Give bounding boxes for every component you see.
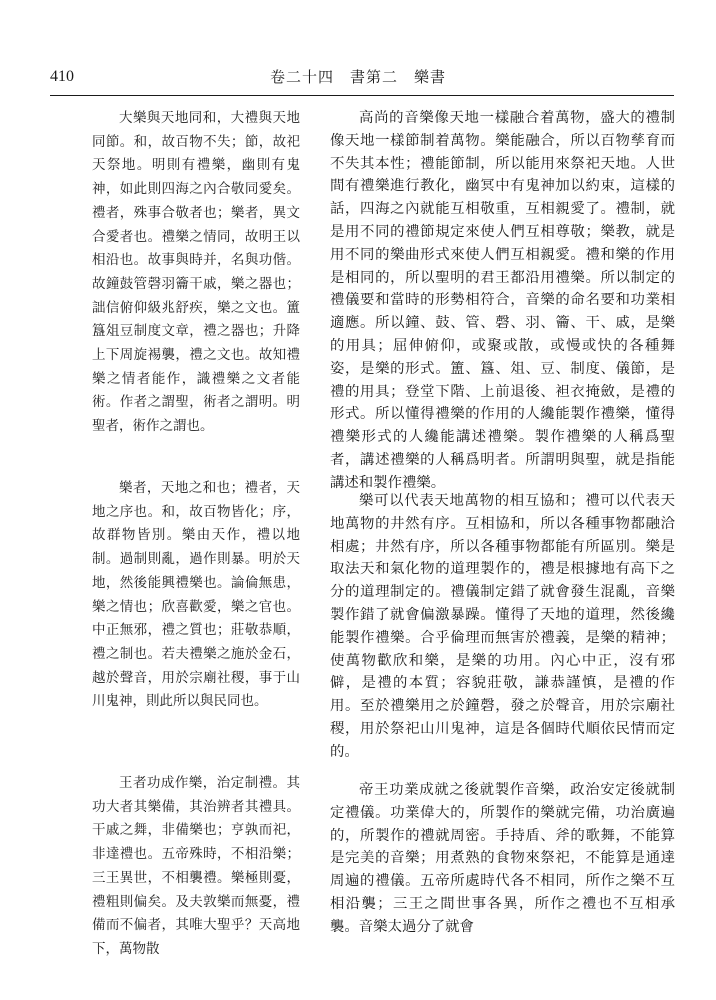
original-text-2: 樂者，天地之和也；禮者，天地之序也。和，故百物皆化；序，故群物皆別。樂由天作，禮以地制。過制則亂，過作則暴。明於天地，然後能興禮樂也。論倫無患，樂之情也；欣喜歡愛，樂之官也。中正無邪，禮之質也；莊敬恭順，禮之制也。若夫禮樂之施於金石，越於聲音，用於宗廟社稷，事于山川鬼神，則此所以與民同也。 (92, 480, 300, 710)
original-text-3: 王者功成作樂，治定制禮。其功大者其樂備，其治辨者其禮具。干戚之舞，非備樂也；亨孰而祀，非達禮也。五帝殊時，不相沿樂；三王異世，不相襲禮。樂極則憂，禮粗則偏矣。及夫敦樂而無憂，禮備而不偏者，其唯大聖乎？天高地下，萬物散 (92, 775, 300, 957)
header-rule (50, 95, 674, 96)
original-text-1: 大樂與天地同和，大禮與天地同節。和，故百物不失；節，故祀天祭地。明則有禮樂，幽則有鬼神，如此則四海之內合敬同愛矣。禮者，殊事合敬者也；樂者，異文合愛者也。禮樂之情同，故明王以相沿也。故事與時并，名與功偕。故鐘鼓管磬羽籥干戚，樂之器也；詘信俯仰級兆舒疾，樂之文也。簠簋俎豆制度文章，禮之器也；升降上下周旋裼襲，禮之文也。故知禮樂之情者能作，識禮樂之文者能術。作者之謂聖，術者之謂明。明聖者，術作之謂也。 (92, 110, 300, 435)
page-number: 410 (50, 68, 74, 85)
translation-text-2: 樂可以代表天地萬物的相互協和；禮可以代表天地萬物的井然有序。互相協和，所以各種事物都融洽相處；井然有序，所以各種事物都能有所區別。樂是取法天和氣化物的道理製作的，禮是根據地有高下之分的道理制定的。禮儀制定錯了就會發生混亂，音樂製作錯了就會偏激暴躁。懂得了天地的道理，然後纔能製作禮樂。合乎倫理而無害於禮義，是樂的精神；使萬物歡欣和樂，是樂的功用。內心中正，沒有邪僻，是禮的本質；容貌莊敬，謙恭謹慎，是禮的作用。至於禮樂用之於鐘磬，發之於聲音，用於宗廟社稷，用於祭祀山川鬼神，這是各個時代順依民情而定的。 (330, 493, 675, 760)
translation-text-1: 高尚的音樂像天地一樣融合着萬物，盛大的禮制像天地一樣節制着萬物。樂能融合，所以百物孳育而不失其本性；禮能節制，所以能用來祭祀天地。人世間有禮樂進行教化，幽冥中有鬼神加以約束，這樣的話，四海之內就能互相敬重，互相親愛了。禮制，就是用不同的禮節規定來使人們互相尊敬；樂教，就是用不同的樂曲形式來使人們互相親愛。禮和樂的作用是相同的，所以聖明的君王都沿用禮樂。所以制定的禮儀要和當時的形勢相符合，音樂的命名要和功業相適應。所以鐘、鼓、管、磬、羽、籥、干、戚，是樂的用具；屈伸俯仰，或聚或散，或慢或快的各種舞姿，是樂的形式。簠、簋、俎、豆、制度、儀節，是禮的用具；登堂下階、上前退後、袒衣掩斂，是禮的形式。所以懂得禮樂的作用的人纔能製作禮樂，懂得禮樂形式的人纔能講述禮樂。製作禮樂的人稱爲聖者，講述禮樂的人稱爲明者。所謂明與聖，就是指能講述和製作禮樂。 (330, 110, 675, 491)
translation-text-3: 帝王功業成就之後就製作音樂，政治安定後就制定禮儀。功業偉大的，所製作的樂就完備，功治廣遍的，所製作的禮就周密。手持盾、斧的歌舞，不能算是完美的音樂；用煮熟的食物來祭祀，不能算是通達周遍的禮儀。五帝所處時代各不相同，所作之樂不互相沿襲；三王之間世事各異，所作之禮也不互相承襲。音樂太過分了就會 (330, 782, 675, 935)
running-head: 卷二十四 書第二 樂書 (269, 68, 446, 86)
